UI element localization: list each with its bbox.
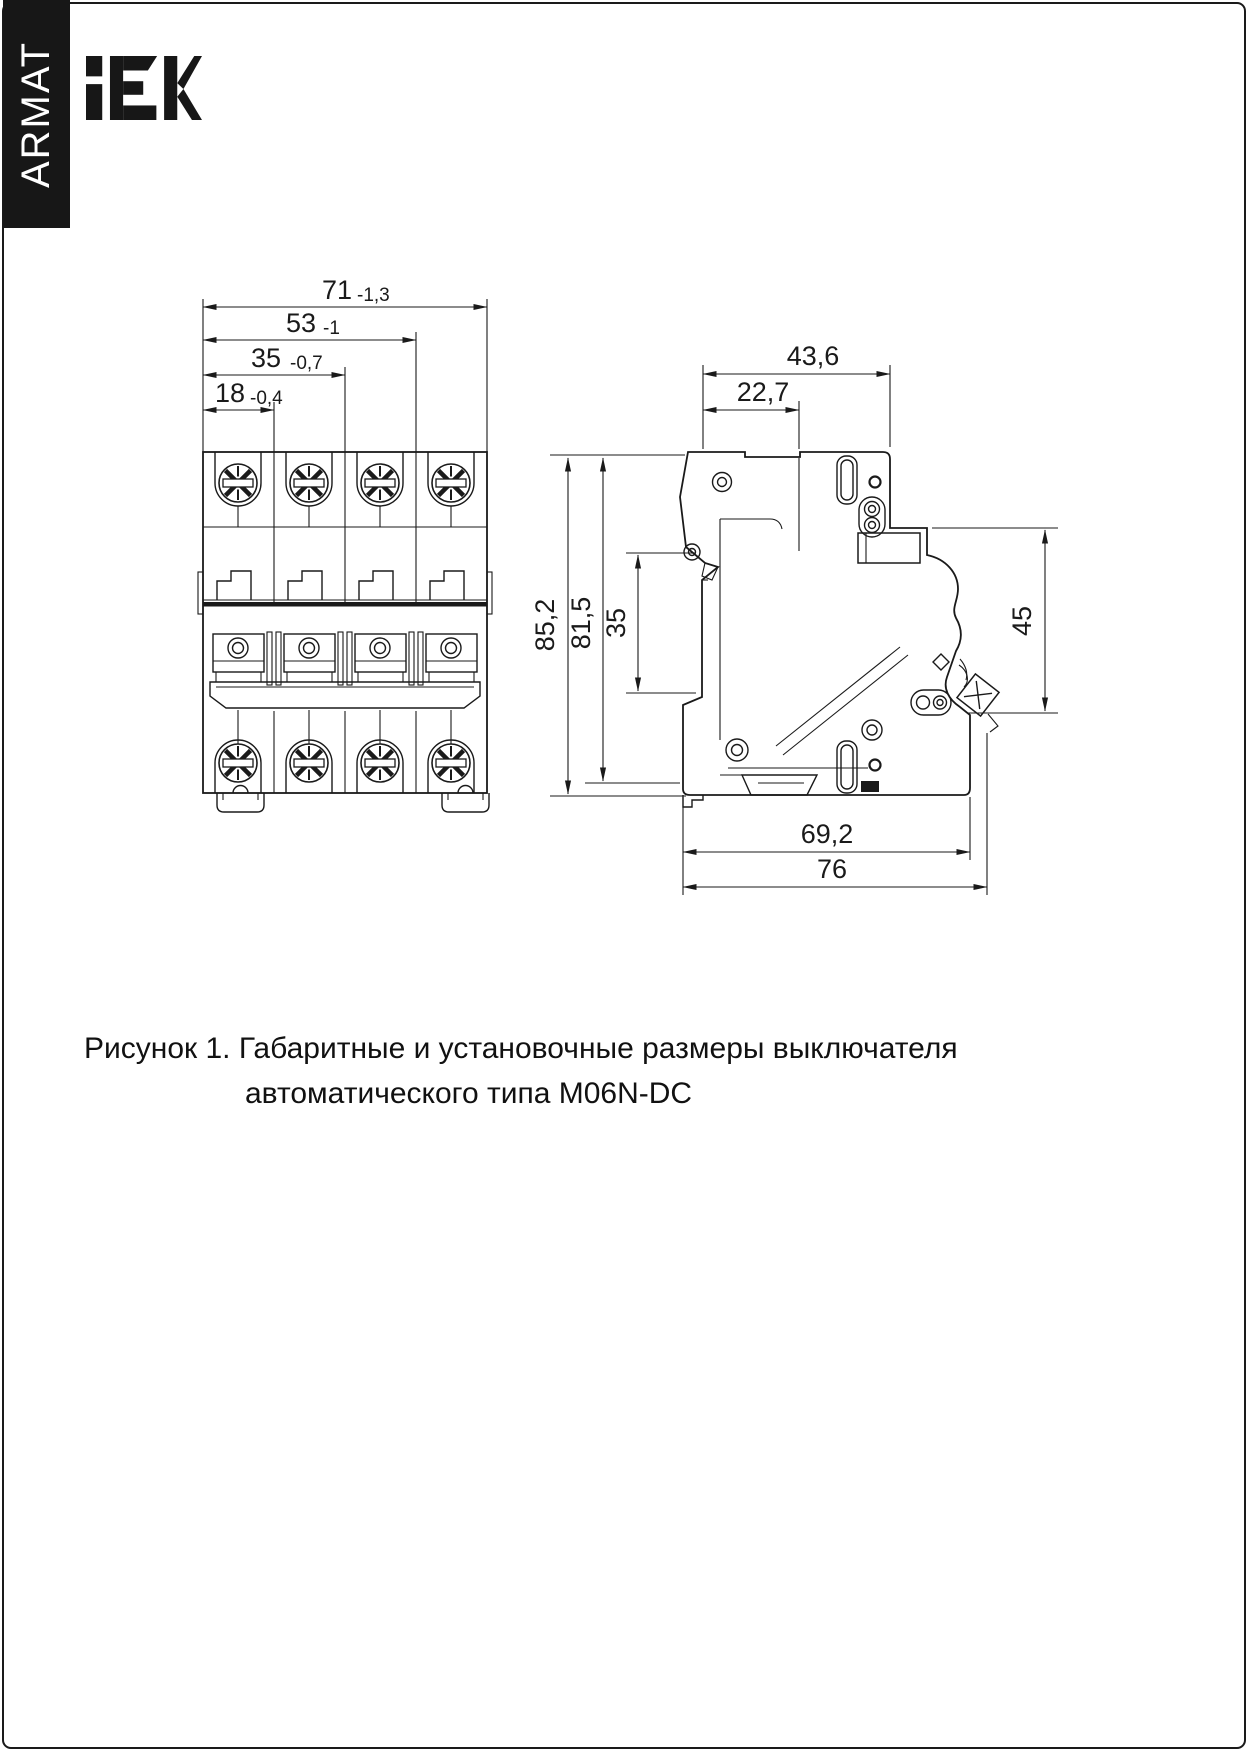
front-dark-band [203, 602, 487, 607]
technical-drawing [80, 235, 1080, 935]
screw-head [219, 744, 257, 782]
dim-width-53: 53 [285, 308, 316, 338]
logo-e-bottom [123, 105, 156, 120]
dim-depth-436: 43,6 [786, 341, 840, 371]
screw-head [432, 464, 470, 502]
side-internal-lines [702, 458, 908, 755]
iek-logo [86, 56, 202, 120]
side-dimensions [530, 341, 1058, 895]
screw-head [432, 744, 470, 782]
dim-right-45: 45 [1007, 605, 1037, 637]
screw-head [290, 744, 328, 782]
dim-width-71-tol: -1,3 [357, 285, 390, 306]
dim-width-18-tol: -0,4 [250, 388, 283, 409]
front-mounting-feet [217, 786, 489, 813]
logo-k-spine [164, 56, 177, 120]
front-toggle-bar [210, 682, 480, 708]
brand-bar [3, 0, 70, 228]
logo-k-upper [177, 56, 202, 89]
dim-height-852: 85,2 [530, 598, 560, 652]
logo-e-mid [123, 81, 143, 95]
figure-caption [84, 1026, 958, 1116]
screw-head [290, 464, 328, 502]
dim-handle-35: 35 [601, 607, 631, 639]
dim-width-53-tol: -1 [323, 318, 340, 339]
front-windows [213, 632, 477, 685]
dim-width-18: 18 [214, 378, 245, 408]
screw-head [361, 744, 399, 782]
dim-width-35: 35 [250, 343, 281, 373]
side-terminal-screw [957, 659, 999, 732]
side-foot-left [683, 795, 703, 807]
screw-head [219, 464, 257, 502]
logo-i-dot [86, 56, 102, 76]
logo-e-spine [110, 56, 123, 120]
screw-head [361, 464, 399, 502]
dim-width-71: 71 [321, 275, 352, 305]
front-view [198, 275, 492, 812]
side-details [684, 456, 967, 795]
logo-e-top [123, 56, 157, 71]
dim-bottom-692: 69,2 [800, 819, 854, 849]
dim-height-815: 81,5 [566, 596, 596, 650]
dim-bottom-76: 76 [816, 854, 848, 884]
brand-vertical-label: ARMAT [14, 40, 58, 188]
side-outline [680, 452, 970, 795]
figure-caption-line2: автоматического типа М06N-DC [245, 1077, 693, 1110]
front-dimensions [203, 275, 487, 452]
logo-k-lower [177, 89, 202, 120]
logo-i-stem [86, 84, 102, 120]
dim-width-35-tol: -0,7 [290, 353, 323, 374]
side-view [530, 341, 1058, 895]
figure-caption-line1: Рисунок 1. Габаритные и установочные размеры выключателя [84, 1032, 958, 1065]
dim-depth-227: 22,7 [736, 377, 790, 407]
